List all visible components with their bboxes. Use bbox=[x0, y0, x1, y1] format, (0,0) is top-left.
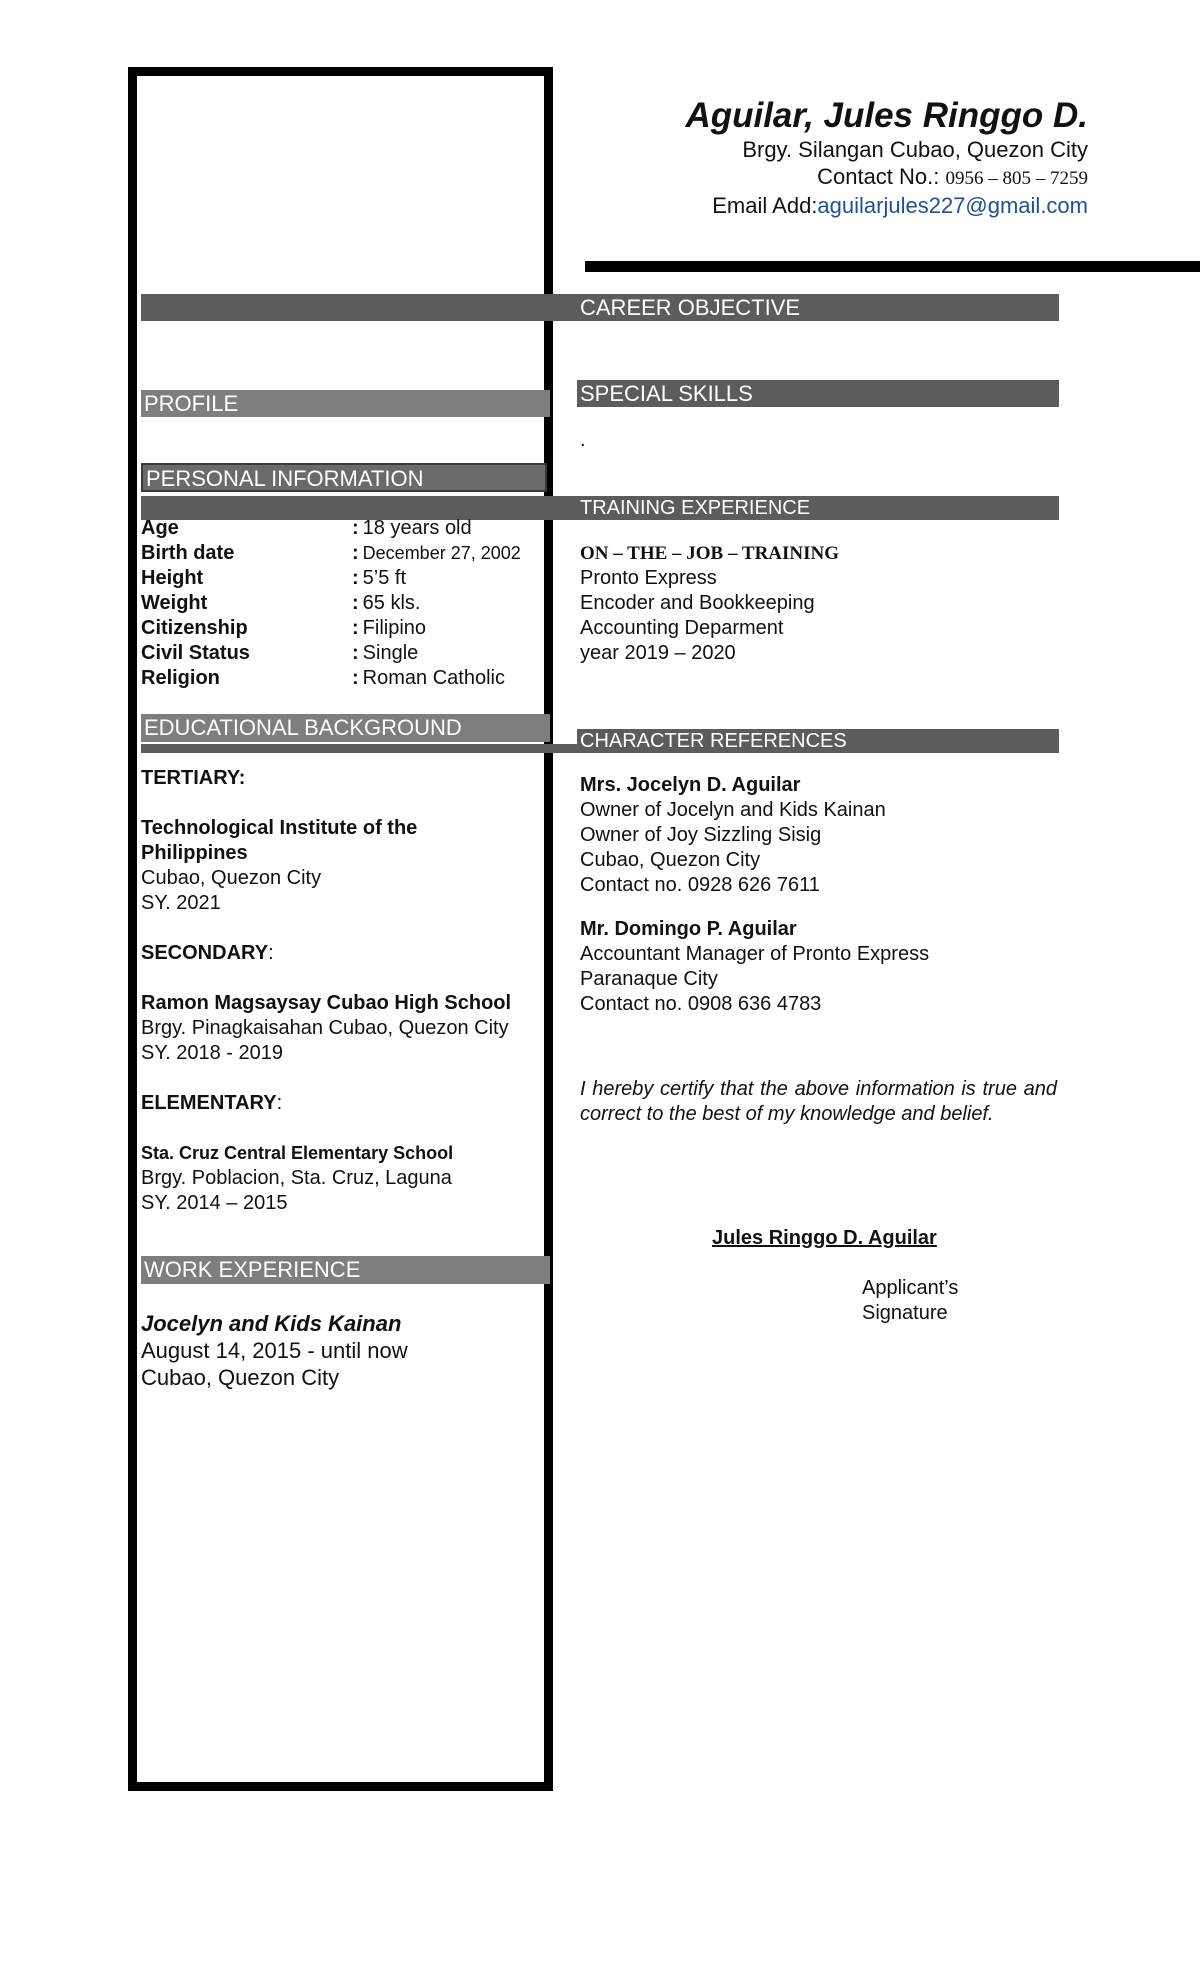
educational-background-heading: EDUCATIONAL BACKGROUND bbox=[141, 714, 550, 742]
training-year: year 2019 – 2020 bbox=[580, 642, 736, 664]
reference-1-name: Mrs. Jocelyn D. Aguilar bbox=[580, 774, 801, 796]
contact-number: 0956 – 805 – 7259 bbox=[945, 168, 1088, 189]
certification-statement: I hereby certify that the above information is true and correct to the best of my knowledge and belief. bbox=[580, 1078, 1057, 1125]
tertiary-school-line-2: Philippines bbox=[141, 842, 248, 864]
training-experience-heading: TRAINING EXPERIENCE bbox=[580, 497, 811, 519]
signature-label-line-1: Applicant’s bbox=[862, 1277, 959, 1299]
resume-header bbox=[528, 96, 1088, 219]
reference-2-line-1: Accountant Manager of Pronto Express bbox=[580, 943, 930, 965]
pi-value-age: : 18 years old bbox=[352, 517, 472, 539]
address: Brgy. Silangan Cubao, Quezon City bbox=[742, 137, 1088, 162]
tertiary-label: TERTIARY: bbox=[141, 767, 246, 789]
pi-value-height: : 5’5 ft bbox=[352, 567, 407, 589]
pi-label-height: Height bbox=[141, 567, 204, 589]
elementary-label-line: ELEMENTARY: bbox=[141, 1092, 283, 1114]
header-rule bbox=[585, 261, 1200, 272]
special-skills-text: . bbox=[580, 429, 586, 451]
tertiary-year: SY. 2021 bbox=[141, 892, 221, 914]
training-program: ON – THE – JOB – TRAINING bbox=[580, 543, 840, 564]
personal-information-heading: PERSONAL INFORMATION bbox=[141, 463, 547, 492]
work-company: Jocelyn and Kids Kainan bbox=[141, 1311, 402, 1336]
reference-2-line-2: Paranaque City bbox=[580, 968, 718, 990]
pi-value-birth-date: : December 27, 2002 bbox=[352, 542, 521, 564]
pi-label-birth-date: Birth date bbox=[141, 542, 235, 564]
profile-heading: PROFILE bbox=[141, 390, 550, 417]
pi-value-weight: : 65 kls. bbox=[352, 592, 421, 614]
pi-value-civil-status: : Single bbox=[352, 642, 419, 664]
elementary-school: Sta. Cruz Central Elementary School bbox=[141, 1143, 454, 1163]
email-label: Email Add: bbox=[712, 193, 818, 218]
career-objective-heading: CAREER OBJECTIVE bbox=[580, 295, 801, 320]
tertiary-school-line-1: Technological Institute of the bbox=[141, 817, 418, 839]
reference-1-line-1: Owner of Jocelyn and Kids Kainan bbox=[580, 799, 886, 821]
work-location: Cubao, Quezon City bbox=[141, 1365, 340, 1390]
pi-label-civil-status: Civil Status bbox=[141, 642, 250, 664]
reference-1-line-2: Owner of Joy Sizzling Sisig bbox=[580, 824, 822, 846]
pi-label-weight: Weight bbox=[141, 592, 208, 614]
secondary-year: SY. 2018 - 2019 bbox=[141, 1042, 283, 1064]
training-role: Encoder and Bookkeeping bbox=[580, 592, 815, 614]
secondary-location: Brgy. Pinagkaisahan Cubao, Quezon City bbox=[141, 1017, 509, 1039]
signature-label-line-2: Signature bbox=[862, 1302, 948, 1324]
training-company: Pronto Express bbox=[580, 567, 717, 589]
reference-2-line-3: Contact no. 0908 636 4783 bbox=[580, 993, 822, 1015]
special-skills-heading: SPECIAL SKILLS bbox=[577, 380, 1059, 407]
signature-name: Jules Ringgo D. Aguilar bbox=[712, 1227, 937, 1249]
pi-label-religion: Religion bbox=[141, 667, 220, 689]
elementary-year: SY. 2014 – 2015 bbox=[141, 1192, 288, 1214]
pi-value-citizenship: : Filipino bbox=[352, 617, 427, 639]
secondary-school: Ramon Magsaysay Cubao High School bbox=[141, 992, 512, 1014]
reference-1-line-3: Cubao, Quezon City bbox=[580, 849, 761, 871]
pi-label-age: Age bbox=[141, 517, 179, 539]
email-link[interactable]: aguilarjules227@gmail.com bbox=[817, 193, 1088, 218]
pi-label-citizenship: Citizenship bbox=[141, 617, 248, 639]
contact-label: Contact No.: bbox=[817, 164, 940, 189]
character-references-heading: CHARACTER REFERENCES bbox=[577, 729, 1059, 753]
training-department: Accounting Deparment bbox=[580, 617, 784, 639]
applicant-name: Aguilar, Jules Ringgo D. bbox=[685, 96, 1088, 135]
left-column-frame bbox=[128, 67, 553, 1791]
work-experience-heading: WORK EXPERIENCE bbox=[141, 1256, 550, 1284]
email-line bbox=[528, 192, 1088, 219]
tertiary-location: Cubao, Quezon City bbox=[141, 867, 322, 889]
secondary-label-line: SECONDARY: bbox=[141, 942, 274, 964]
pi-value-religion: : Roman Catholic bbox=[352, 667, 505, 689]
reference-1-line-4: Contact no. 0928 626 7611 bbox=[580, 874, 820, 896]
elementary-location: Brgy. Poblacion, Sta. Cruz, Laguna bbox=[141, 1167, 452, 1189]
reference-2-name: Mr. Domingo P. Aguilar bbox=[580, 918, 797, 940]
contact-line bbox=[528, 163, 1088, 192]
work-dates: August 14, 2015 - until now bbox=[141, 1338, 408, 1363]
